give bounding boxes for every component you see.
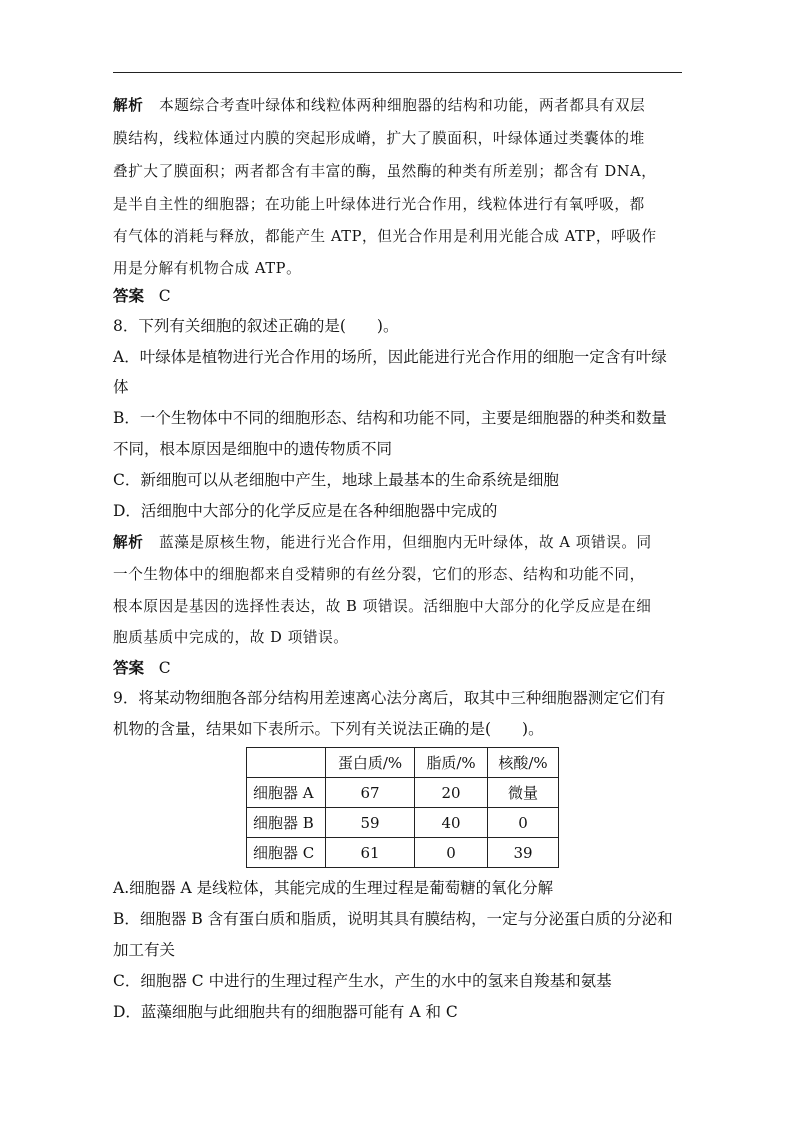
table-cell: 细胞器 C — [247, 838, 326, 868]
explanation-1-line: 有气体的消耗与释放，都能产生 ATP，但光合作用是利用光能合成 ATP，呼吸作 — [113, 228, 657, 245]
explanation-2-line: 一个生物体中的细胞都来自受精卵的有丝分裂，它们的形态、结构和功能不同， — [113, 566, 645, 583]
table-header-cell: 脂质/% — [415, 748, 488, 778]
question-8-option-c: C．新细胞可以从老细胞中产生，地球上最基本的生命系统是细胞 — [113, 471, 559, 489]
table-row — [247, 778, 559, 808]
question-8-option-a: A．叶绿体是植物进行光合作用的场所，因此能进行光合作用的细胞一定含有叶绿 — [113, 348, 667, 366]
answer-1-label: 答案 — [113, 286, 145, 305]
table-cell: 0 — [415, 838, 488, 868]
explanation-1-line: 用是分解有机物合成 ATP。 — [113, 260, 302, 277]
explanation-2-line: 根本原因是基因的选择性表达，故 B 项错误。活细胞中大部分的化学反应是在细 — [113, 598, 652, 615]
organelle-table — [246, 747, 559, 868]
table-header-cell: 核酸/% — [488, 748, 559, 778]
table-cell: 40 — [415, 808, 488, 838]
explanation-1-line: 叠扩大了膜面积；两者都含有丰富的酶，虽然酶的种类有所差别；都含有 DNA， — [113, 163, 657, 180]
table-cell: 67 — [326, 778, 415, 808]
explanation-2-line: 胞质基质中完成的，故 D 项错误。 — [113, 629, 349, 646]
question-9-stem-cont: 机物的含量，结果如下表所示。下列有关说法正确的是( )。 — [113, 720, 544, 738]
table-cell: 59 — [326, 808, 415, 838]
question-9-option-b-cont: 加工有关 — [113, 941, 176, 959]
explanation-2-label: 解析 — [113, 534, 144, 551]
explanation-1-line: 是半自主性的细胞器；在功能上叶绿体进行光合作用，线粒体进行有氧呼吸，都 — [113, 196, 645, 213]
table-cell: 20 — [415, 778, 488, 808]
table-cell: 微量 — [488, 778, 559, 808]
question-8-stem: 8．下列有关细胞的叙述正确的是( )。 — [113, 317, 399, 335]
explanation-1-line: 膜结构，线粒体通过内膜的突起形成嵴，扩大了膜面积，叶绿体通过类囊体的堆 — [113, 130, 645, 147]
question-8-option-b-cont: 不同，根本原因是细胞中的遗传物质不同 — [113, 440, 393, 458]
top-rule — [113, 72, 682, 73]
question-8-option-a-cont: 体 — [113, 378, 129, 396]
table-cell: 细胞器 B — [247, 808, 326, 838]
explanation-1-line: 解析 本题综合考查叶绿体和线粒体两种细胞器的结构和功能，两者都具有双层 — [113, 97, 646, 114]
answer-2 — [113, 658, 171, 678]
table-cell: 细胞器 A — [247, 778, 326, 808]
question-9-stem: 9．将某动物细胞各部分结构用差速离心法分离后，取其中三种细胞器测定它们有 — [113, 689, 666, 707]
table-cell: 0 — [488, 808, 559, 838]
answer-2-label: 答案 — [113, 658, 145, 677]
explanation-2-line: 解析 蓝藻是原核生物，能进行光合作用，但细胞内无叶绿体，故 A 项错误。同 — [113, 534, 652, 551]
table-cell: 61 — [326, 838, 415, 868]
answer-1-value: C — [158, 287, 171, 305]
table-header-row — [247, 748, 559, 778]
table-row — [247, 808, 559, 838]
explanation-1-label: 解析 — [113, 97, 144, 114]
answer-2-value: C — [158, 659, 171, 677]
table-header-cell: 蛋白质/% — [326, 748, 415, 778]
table-header-cell — [247, 748, 326, 778]
question-9-option-c: C．细胞器 C 中进行的生理过程产生水，产生的水中的氢来自羧基和氨基 — [113, 972, 612, 990]
question-8-option-b: B．一个生物体中不同的细胞形态、结构和功能不同，主要是细胞器的种类和数量 — [113, 409, 667, 427]
question-9-option-d: D．蓝藻细胞与此细胞共有的细胞器可能有 A 和 C — [113, 1003, 458, 1021]
table-row — [247, 838, 559, 868]
answer-1 — [113, 286, 171, 306]
question-9-option-b: B．细胞器 B 含有蛋白质和脂质，说明其具有膜结构，一定与分泌蛋白质的分泌和 — [113, 910, 673, 928]
question-9-option-a: A.细胞器 A 是线粒体，其能完成的生理过程是葡萄糖的氧化分解 — [113, 879, 554, 897]
question-8-option-d: D．活细胞中大部分的化学反应是在各种细胞器中完成的 — [113, 502, 498, 520]
table-cell: 39 — [488, 838, 559, 868]
